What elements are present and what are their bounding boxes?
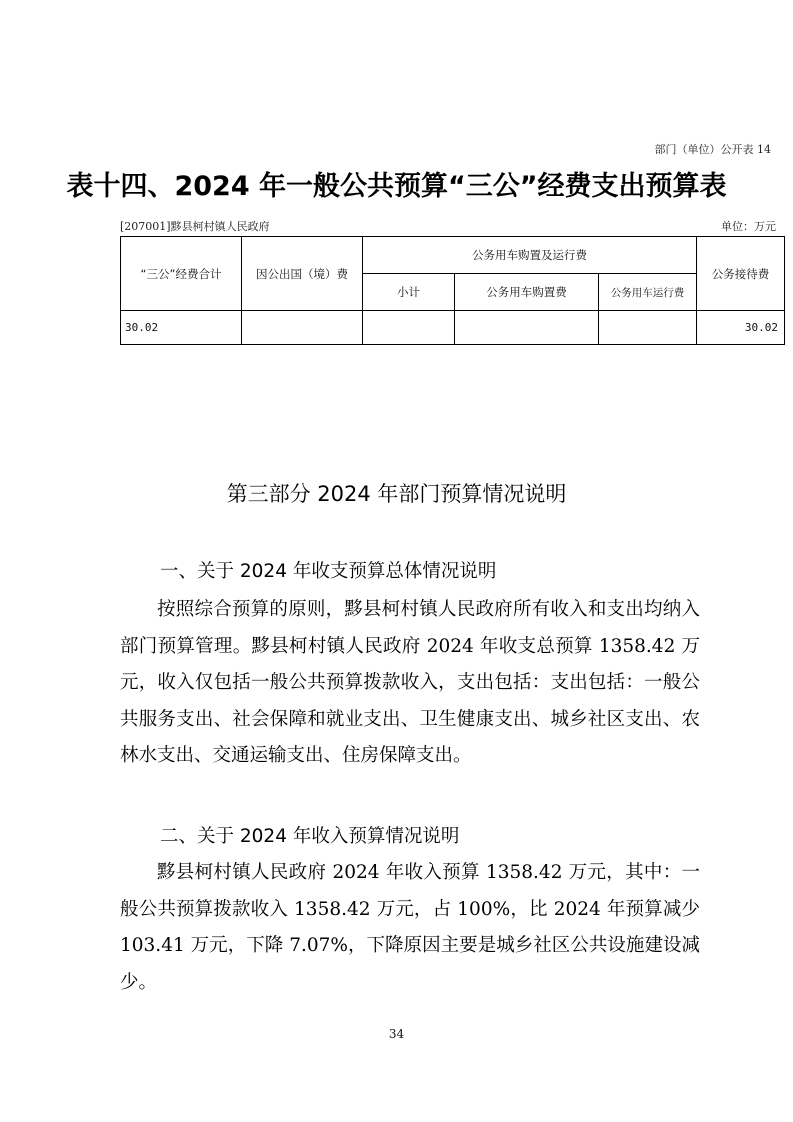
cell-vehicle-subtotal bbox=[363, 311, 455, 345]
three-public-expenses-table bbox=[120, 236, 785, 345]
header-reception: 公务接待费 bbox=[697, 237, 785, 311]
section-1-paragraph: 按照综合预算的原则，黟县柯村镇人民政府所有收入和支出均纳入部门预算管理。黟县柯村镇人民政府 2024 年收支总预算 1358.42 万元，收入仅包括一般公共预算拨款收入，支出包括：支出包括：一般公共服务支出、社会保障和就业支出、卫生健康支出、城乡社区支出、农林水支出、交通运输支出、住房保障支出。 bbox=[120, 599, 700, 766]
header-total: “三公”经费合计 bbox=[121, 237, 242, 311]
part-title: 第三部分 2024 年部门预算情况说明 bbox=[226, 482, 567, 506]
section-2-heading: 二、关于 2024 年收入预算情况说明 bbox=[160, 826, 460, 847]
cell-vehicle-operation bbox=[599, 311, 697, 345]
table-title: 表十四、2024 年一般公共预算“三公”经费支出预算表 bbox=[66, 171, 727, 202]
organization-label: [207001]黟县柯村镇人民政府 bbox=[120, 220, 270, 233]
header-abroad: 因公出国（境）费 bbox=[242, 237, 363, 311]
header-vehicle-operation: 公务用车运行费 bbox=[599, 274, 697, 311]
page-number: 34 bbox=[388, 1027, 405, 1041]
table-row bbox=[121, 311, 785, 345]
cell-vehicle-purchase bbox=[455, 311, 599, 345]
cell-abroad bbox=[242, 311, 363, 345]
header-vehicle-group: 公务用车购置及运行费 bbox=[363, 237, 697, 274]
table-meta-row bbox=[120, 218, 776, 234]
header-vehicle-purchase: 公务用车购置费 bbox=[455, 274, 599, 311]
table-header-row bbox=[121, 237, 785, 274]
cell-reception: 30.02 bbox=[697, 311, 785, 345]
header-vehicle-subtotal: 小计 bbox=[363, 274, 455, 311]
section-2-paragraph: 黟县柯村镇人民政府 2024 年收入预算 1358.42 万元，其中：一般公共预算拨款收入 1358.42 万元，占 100%，比 2024 年预算减少 103.41 万元，下降 7.07%，下降原因主要是城乡社区公共设施建设减少。 bbox=[120, 862, 700, 993]
form-number: 部门（单位）公开表 14 bbox=[654, 143, 771, 156]
unit-label: 单位：万元 bbox=[721, 220, 776, 233]
cell-total: 30.02 bbox=[121, 311, 242, 345]
section-1-heading: 一、关于 2024 年收支预算总体情况说明 bbox=[160, 561, 497, 582]
